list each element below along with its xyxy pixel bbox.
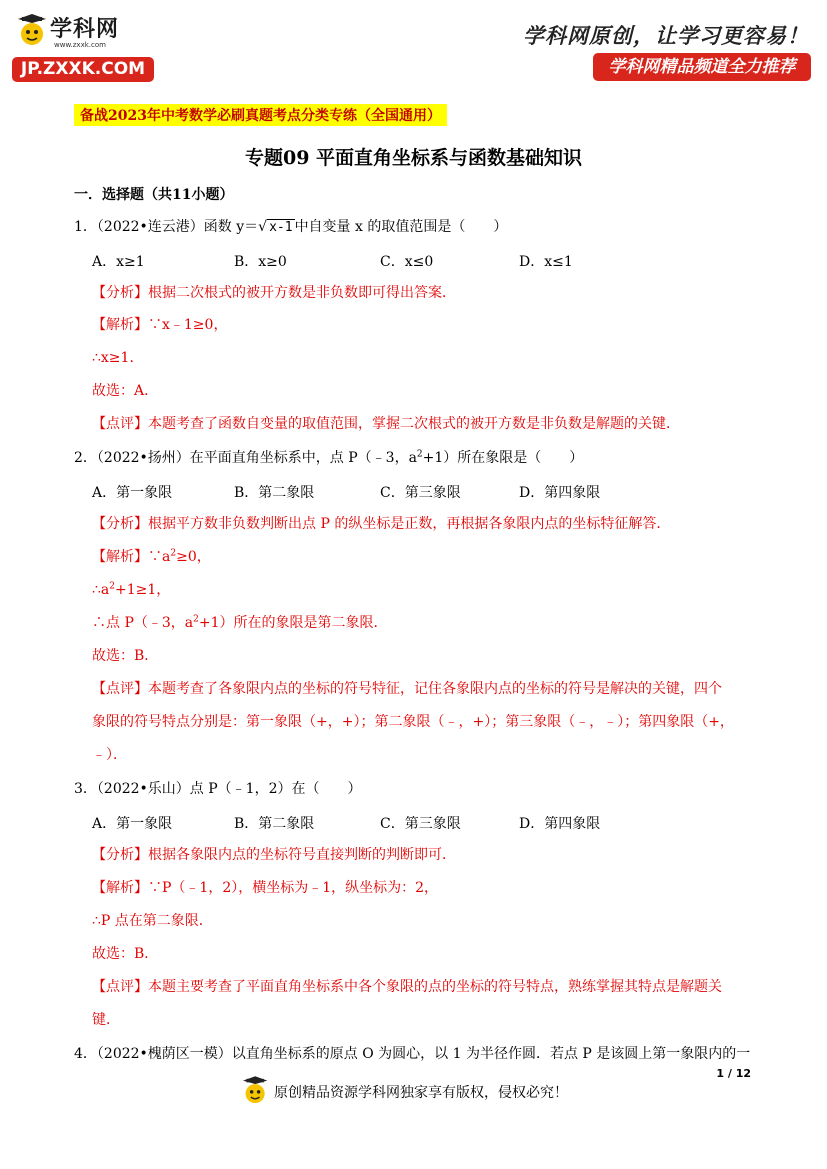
mascot-footer-icon [243,1076,269,1106]
q2-step3-pre: ∴点 P（﹣3，a [92,615,194,631]
logo-name: 学科网 [50,17,120,42]
q1-stem-post: 中自变量 x 的取值范围是（ ） [294,219,508,235]
q2-step-sup: 2 [109,581,115,592]
section-heading: 一．选择题（共11小题） [74,187,234,203]
page-number: 1 / 12 [716,1067,751,1080]
q1-comment: 【点评】本题考查了函数自变量的取值范围，掌握二次根式的被开方数是非负数是解题的关键． [92,416,680,432]
q2-step3-post: +1）所在的象限是第二象限． [198,615,388,631]
q3-analysis: 【分析】根据各象限内点的坐标符号直接判断的判断即可． [92,847,456,863]
copyright-notice: 原创精品资源学科网独家享有版权，侵权必究！ [274,1085,568,1101]
logo-url: www.zxxk.com [54,41,106,49]
q2-step [92,581,170,599]
q3-option-c: C．第三象限 [380,816,461,832]
slogan: 学科网原创，让学习更容易！ [523,23,809,48]
q2-step-pre: ∴a [92,582,110,598]
q2-comment-line-3: ﹣）． [92,747,127,763]
q2-stem-post: +1）所在象限是（ ） [422,450,584,466]
document-title: 专题09 平面直角坐标系与函数基础知识 [244,147,583,169]
q2-option-c: C．第三象限 [380,485,461,501]
q1-option-a: A．x≥1 [92,254,145,270]
q3-stem: 3．（2022•乐山）点 P（﹣1，2）在（ ） [74,781,362,797]
q1-solution: 【解析】∵x﹣1≥0， [92,317,228,333]
q2-analysis: 【分析】根据平方数非负数判断出点 P 的纵坐标是正数，再根据各象限内点的坐标特征解答． [92,516,671,532]
q2-step-3 [92,614,388,632]
domain-badge[interactable]: JP.ZXXK.COM [12,57,154,82]
q2-answer: 故选：B． [92,648,159,664]
q3-comment-line-1: 【点评】本题主要考查了平面直角坐标系中各个象限的点的坐标的符号特点，熟练掌握其特点是解题关 [92,979,722,995]
q1-step: ∴x≥1． [92,350,144,366]
q3-step: ∴P 点在第二象限． [92,913,213,929]
q3-solution: 【解析】∵P（﹣1，2），横坐标为﹣1，纵坐标为：2， [92,880,439,896]
q1-stem [74,218,507,237]
q2-step-post: +1≥1， [115,582,171,598]
q1-radicand: x-1 [269,220,293,235]
q2-solution [92,548,211,566]
recommend-banner: 学科网精品频道全力推荐 [593,53,811,81]
q1-answer: 故选：A． [92,383,159,399]
series-title: 备战2023年中考数学必刷真题考点分类专练（全国通用） [74,104,447,126]
q2-stem-sup: 2 [416,449,423,460]
q2-solution-sup: 2 [170,548,177,559]
q2-comment-line-2: 象限的符号特点分别是：第一象限（+，+）；第二象限（﹣，+）；第三象限（﹣，﹣）；第四象限（+， [92,714,734,730]
q2-stem [74,449,583,467]
mascot-logo-icon [18,14,48,48]
q3-option-d: D．第四象限 [519,816,601,832]
q2-solution-post: ≥0， [176,549,211,565]
q3-option-b: B．第二象限 [234,816,315,832]
q2-option-b: B．第二象限 [234,485,315,501]
q4-stem: 4．（2022•槐荫区一模）以直角坐标系的原点 O 为圆心，以 1 为半径作圆．若点 P 是该圆上第一象限内的一 [74,1046,751,1062]
q2-solution-pre: 【解析】∵a [92,549,171,565]
q2-option-d: D．第四象限 [519,485,601,501]
q2-comment-line-1: 【点评】本题考查了各象限内点的坐标的符号特征，记住各象限内点的坐标的符号是解决的关键，四个 [92,681,722,697]
q1-option-d: D．x≤1 [519,254,573,270]
q1-option-b: B．x≥0 [234,254,287,270]
q1-stem-pre: 1．（2022•连云港）函数 y＝ [74,219,259,235]
sqrt-sign-icon: √ [258,219,268,235]
q2-option-a: A．第一象限 [92,485,173,501]
q3-answer: 故选：B． [92,946,159,962]
q1-option-c: C．x≤0 [380,254,434,270]
q1-analysis: 【分析】根据二次根式的被开方数是非负数即可得出答案． [92,285,456,301]
q3-option-a: A．第一象限 [92,816,173,832]
q2-step3-sup: 2 [193,614,199,625]
q2-stem-pre: 2．（2022•扬州）在平面直角坐标系中，点 P（﹣3，a [74,450,417,466]
q3-comment-line-2: 键． [92,1012,120,1028]
